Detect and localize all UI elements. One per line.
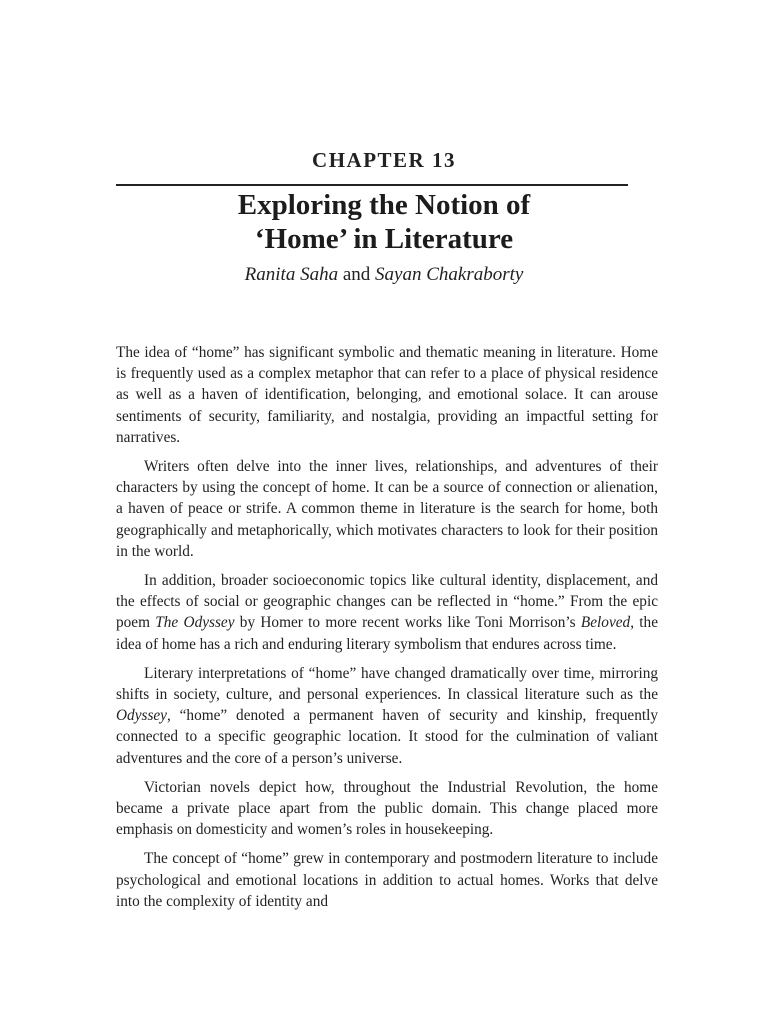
paragraph-3-text: by Homer to more recent works like Toni Morrison’s bbox=[234, 614, 581, 632]
work-title: The Odyssey bbox=[155, 614, 235, 632]
chapter-divider bbox=[116, 184, 628, 186]
chapter-number: CHAPTER 13 bbox=[312, 148, 456, 172]
author-name: Ranita Saha bbox=[244, 264, 339, 285]
chapter-body bbox=[116, 342, 658, 920]
chapter-title-line-1: Exploring the Notion of bbox=[237, 189, 531, 221]
paragraph-4-text: Literary interpretations of “home” have changed dramatically over time, mirroring shifts in society, culture, and personal experiences. In classical literature such as the bbox=[116, 664, 658, 704]
paragraph-5: Victorian novels depict how, throughout the Industrial Revolution, the home became a private place apart from the public domain. This change placed more emphasis on domesticity and women’s roles in housekeeping. bbox=[116, 778, 658, 839]
paragraph-3-text: In addition, broader socioeconomic topics like cultural identity, displacement, and the effects of social or geographic changes can be reflected in “home.” From the epic poem bbox=[116, 572, 658, 632]
paragraph-4-text: , “home” denoted a permanent haven of security and kinship, frequently connected to a specific geographic location. It stood for the culmination of valiant adventures and the core of a person’s universe. bbox=[116, 707, 658, 767]
chapter-title bbox=[0, 188, 768, 256]
work-title: Odyssey bbox=[116, 707, 167, 725]
paragraph-2: Writers often delve into the inner lives, relationships, and adventures of their characters by using the concept of home. It can be a source of connection or alienation, a haven of peace or strife. A common theme in literature is the search for home, both geographically and metaphorically, which motivates characters to look for their position in the world. bbox=[116, 458, 658, 560]
paragraph-3 bbox=[116, 570, 658, 655]
author-name: Sayan Chakraborty bbox=[375, 264, 524, 285]
chapter-title-line-2: ‘Home’ in Literature bbox=[254, 223, 514, 255]
paragraph-6: The concept of “home” grew in contemporary and postmodern literature to include psychological and emotional locations in addition to actual homes. Works that delve into the complexity of identity and bbox=[116, 850, 658, 910]
paragraph-4 bbox=[116, 663, 658, 769]
author-conjunction: and bbox=[342, 264, 371, 285]
work-title: Beloved bbox=[580, 614, 631, 632]
paragraph-3-text: , the idea of home has a rich and enduring literary symbolism that endures across time. bbox=[116, 614, 658, 653]
chapter-authors bbox=[0, 264, 768, 286]
paragraph-1: The idea of “home” has significant symbolic and thematic meaning in literature. Home is frequently used as a complex metaphor that can refer to a place of physical residence as well as a haven of identification, belonging, and emotional solace. It can arouse sentiments of security, familiarity, and nostalgia, providing an impactful setting for narratives. bbox=[116, 344, 658, 446]
